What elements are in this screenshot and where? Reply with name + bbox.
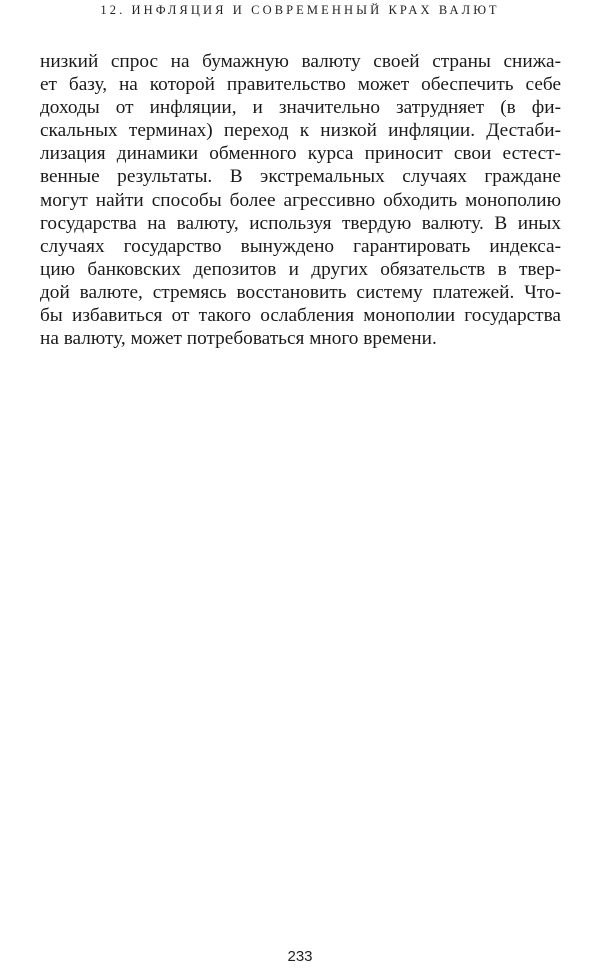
- text-line: бы избавиться от такого ослабления монополии государства: [40, 305, 561, 327]
- running-head: 12. ИНФЛЯЦИЯ И СОВРЕМЕННЫЙ КРАХ ВАЛЮТ: [100, 3, 500, 17]
- text-line: низкий спрос на бумажную валюту своей страны снижа-: [40, 51, 561, 72]
- text-line: цию банковских депозитов и других обязательств в твер-: [40, 258, 561, 280]
- text-line: дой валюте, стремясь восстановить систему платежей. Что-: [40, 281, 561, 303]
- body-paragraph: [40, 50, 561, 350]
- text-line: лизация динамики обменного курса приносит свои естест-: [40, 143, 561, 165]
- text-line: ет базу, на которой правительство может обеспечить себе: [40, 74, 561, 96]
- text-line: скальных терминах) переход к низкой инфляции. Дестаби-: [40, 120, 561, 142]
- text-line: государства на валюту, используя твердую валюту. В иных: [40, 212, 561, 234]
- text-line: могут найти способы более агрессивно обходить монополию: [40, 189, 561, 211]
- text-line: венные результаты. В экстремальных случаях граждане: [40, 166, 561, 188]
- text-line: случаях государство вынуждено гарантировать индекса-: [40, 235, 561, 257]
- text-line: на валюту, может потребоваться много времени.: [40, 328, 437, 350]
- text-line: доходы от инфляции, и значительно затрудняет (в фи-: [40, 97, 561, 119]
- page-number: 233: [287, 948, 313, 965]
